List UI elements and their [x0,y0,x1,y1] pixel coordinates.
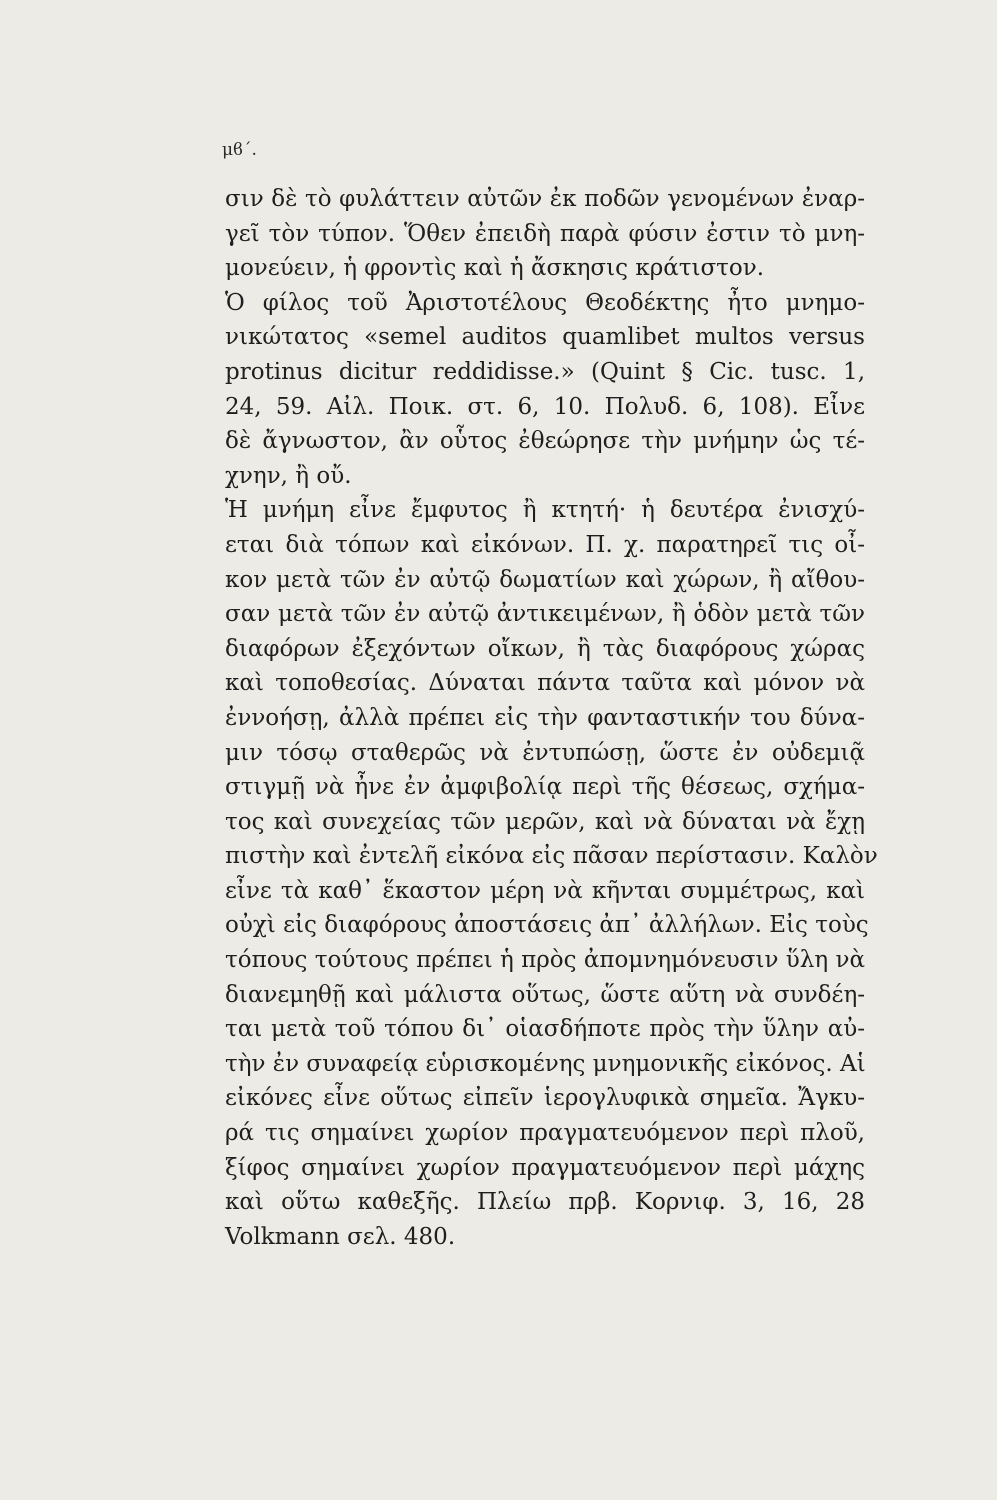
text-line: κον μετὰ τῶν ἐν αὐτῷ δωματίων καὶ χώρων, ἢ αἴθου- [225,566,865,593]
text-line: 24, 59. Αἰλ. Ποικ. στ. 6, 10. Πολυδ. 6, 108). Εἶνε [225,393,865,420]
text-line: πιστὴν καὶ ἐντελῆ εἰκόνα εἰς πᾶσαν περίστασιν. Καλὸν [225,843,878,870]
text-line: τόπους τούτους πρέπει ἡ πρὸς ἀπομνημόνευσιν ὕλη νὰ [225,947,865,974]
text-line: νικώτατος «semel auditos quamlibet multos versus [225,324,865,351]
text-line: Ἡ μνήμη εἶνε ἔμφυτος ἢ κτητή· ἡ δευτέρα ἐνισχύ- [225,497,865,524]
text-line: εἶνε τὰ καθ᾽ ἕκαστον μέρη νὰ κῆνται συμμέτρως, καὶ [225,877,865,904]
text-line: δὲ ἄγνωστον, ἂν οὗτος ἐθεώρησε τὴν μνήμην ὡς τέ- [225,428,865,455]
text-line: μονεύειν, ἡ φροντὶς καὶ ἡ ἄσκησις κράτιστον. [225,255,765,282]
text-line: οὐχὶ εἰς διαφόρους ἀποστάσεις ἀπ᾽ ἀλλήλων. Εἰς τοὺς [225,912,869,939]
text-line: ἐννοήσῃ, ἀλλὰ πρέπει εἰς τὴν φανταστικήν του δύνα- [225,704,865,731]
text-line: καὶ οὕτω καθεξῆς. Πλείω πρβ. Κορνιφ. 3, 16, 28 [225,1189,865,1216]
text-line: μιν τόσῳ σταθερῶς νὰ ἐντυπώσῃ, ὥστε ἐν οὐδεμιᾷ [225,739,865,766]
text-line: καὶ τοποθεσίας. Δύναται πάντα ταῦτα καὶ μόνον νὰ [225,670,865,697]
text-line: Ὁ φίλος τοῦ Ἀριστοτέλους Θεοδέκτης ἦτο μνημο- [225,289,865,316]
text-line: ξίφος σημαίνει χωρίον πραγματευόμενον περὶ μάχης [225,1154,865,1181]
text-line: χνην, ἢ οὔ. [225,462,352,489]
text-line: διαφόρων ἐξεχόντων οἴκων, ἢ τὰς διαφόρους χώρας [225,635,865,662]
page-number: μϐ΄. [222,140,257,160]
text-line: ται μετὰ τοῦ τόπου δι᾽ οἱασδήποτε πρὸς τὴν ὕλην αὐ- [225,1016,865,1043]
text-line: διανεμηθῇ καὶ μάλιστα οὕτως, ὥστε αὕτη νὰ συνδέη- [225,981,865,1008]
text-line: γεῖ τὸν τύπον. Ὅθεν ἐπειδὴ παρὰ φύσιν ἐστιν τὸ μνη- [225,220,865,247]
page-body-text [225,182,878,1254]
text-line: protinus dicitur reddidisse.» (Quint § Cic. tusc. 1, [225,358,865,385]
text-line: τὴν ἐν συναφείᾳ εὑρισκομένης μνημονικῆς εἰκόνος. Αἱ [225,1050,866,1077]
text-line: εται διὰ τόπων καὶ εἰκόνων. Π. χ. παρατηρεῖ τις οἶ- [225,531,865,558]
text-line: τος καὶ συνεχείας τῶν μερῶν, καὶ νὰ δύναται νὰ ἔχῃ [225,808,865,835]
text-line: εἰκόνες εἶνε οὕτως εἰπεῖν ἱερογλυφικὰ σημεῖα. Ἄγκυ- [225,1085,865,1112]
text-line: στιγμῇ νὰ ἦνε ἐν ἀμφιβολίᾳ περὶ τῆς θέσεως, σχήμα- [225,774,865,801]
text-line: Volkmann σελ. 480. [225,1223,456,1250]
text-line: ρά τις σημαίνει χωρίον πραγματευόμενον περὶ πλοῦ, [225,1120,865,1147]
text-line: σιν δὲ τὸ φυλάττειν αὐτῶν ἐκ ποδῶν γενομένων ἐναρ- [225,186,865,212]
text-line: σαν μετὰ τῶν ἐν αὐτῷ ἀντικειμένων, ἢ ὁδὸν μετὰ τῶν [225,601,865,628]
